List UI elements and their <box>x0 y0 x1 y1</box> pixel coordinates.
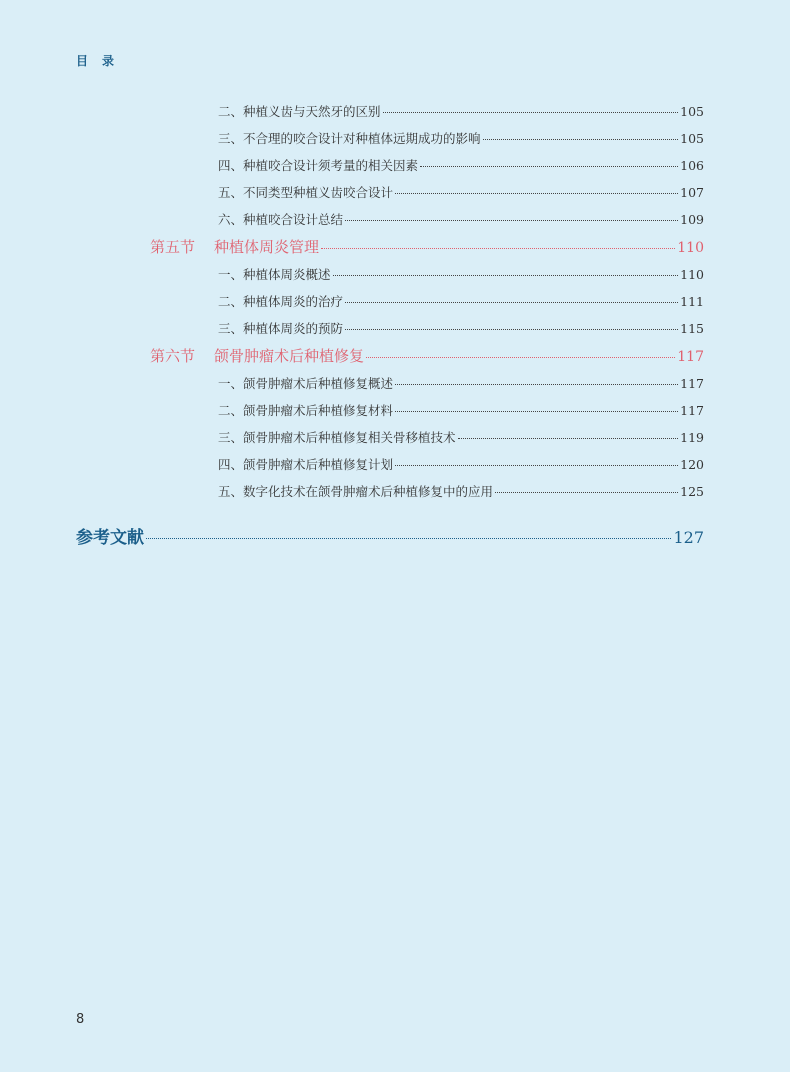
toc-entry[interactable] <box>218 482 704 500</box>
toc-leader-dots <box>483 139 679 140</box>
toc-entry[interactable] <box>218 265 704 283</box>
toc-entry[interactable] <box>218 183 704 201</box>
toc-entry-label: 一、颌骨肿瘤术后种植修复概述 <box>218 376 394 391</box>
section-title: 颌骨肿瘤术后种植修复 <box>214 347 365 365</box>
toc-leader-dots <box>495 492 678 493</box>
toc-leader-dots <box>146 538 671 539</box>
toc-entry-label: 五、数字化技术在颌骨肿瘤术后种植修复中的应用 <box>218 484 494 499</box>
toc-leader-dots <box>333 275 679 276</box>
toc-entry-label: 一、种植体周炎概述 <box>218 267 331 282</box>
toc-entry[interactable] <box>218 455 704 473</box>
header-title-right: 录 <box>102 54 117 68</box>
toc-entry-label: 三、不合理的咬合设计对种植体远期成功的影响 <box>218 131 481 146</box>
toc-entry[interactable] <box>218 210 704 228</box>
toc-entry[interactable] <box>218 102 704 120</box>
toc-entry-page: 117 <box>680 376 704 391</box>
toc-leader-dots <box>321 248 675 249</box>
toc-leader-dots <box>395 193 678 194</box>
toc-leader-dots <box>345 329 678 330</box>
toc-leader-dots <box>420 166 678 167</box>
toc-leader-dots <box>345 220 678 221</box>
toc-section-6[interactable] <box>150 345 704 366</box>
toc-entry-page: 105 <box>680 131 704 146</box>
toc-entry[interactable] <box>218 428 704 446</box>
toc-leader-dots <box>395 465 678 466</box>
toc-entry-page: 110 <box>677 240 704 256</box>
toc-entry-label: 二、种植体周炎的治疗 <box>218 294 344 309</box>
toc-leader-dots <box>366 357 675 358</box>
toc-entry[interactable] <box>218 156 704 174</box>
toc-entry-page: 110 <box>680 267 704 282</box>
toc-entry[interactable] <box>218 319 704 337</box>
toc-entry-page: 106 <box>680 158 704 173</box>
toc-entry-page: 119 <box>680 430 704 445</box>
toc-entry-page: 111 <box>680 294 704 309</box>
toc-entry-label: 五、不同类型种植义齿咬合设计 <box>218 185 394 200</box>
toc-leader-dots <box>383 112 679 113</box>
toc-entry-label: 二、种植义齿与天然牙的区别 <box>218 104 381 119</box>
toc-entry-page: 120 <box>680 457 704 472</box>
toc-entry-label: 六、种植咬合设计总结 <box>218 212 344 227</box>
references-page: 127 <box>673 528 704 547</box>
toc-entry-label: 三、颌骨肿瘤术后种植修复相关骨移植技术 <box>218 430 456 445</box>
toc-entry-page: 109 <box>680 212 704 227</box>
section-number: 第五节 <box>150 238 196 256</box>
toc-leader-dots <box>395 411 678 412</box>
section-number: 第六节 <box>150 347 196 365</box>
toc-leader-dots <box>395 384 678 385</box>
toc-section-5[interactable] <box>150 236 704 257</box>
toc-entry[interactable] <box>218 401 704 419</box>
page-number: 8 <box>76 1012 85 1027</box>
toc-entry-label: 四、种植咬合设计须考量的相关因素 <box>218 158 419 173</box>
toc-entry[interactable] <box>218 374 704 392</box>
toc-entry-page: 105 <box>680 104 704 119</box>
header-title-left: 目 <box>76 54 91 68</box>
toc-entry-label: 四、颌骨肿瘤术后种植修复计划 <box>218 457 394 472</box>
toc-entry-page: 125 <box>680 484 704 499</box>
toc-entry-page: 117 <box>677 349 704 365</box>
toc-entry-page: 117 <box>680 403 704 418</box>
references-title: 参考文献 <box>76 528 144 548</box>
toc-leader-dots <box>458 438 679 439</box>
toc-entry-page: 115 <box>680 321 704 336</box>
toc-entry-page: 107 <box>680 185 704 200</box>
page-header <box>76 52 116 69</box>
toc-entry-label: 二、颌骨肿瘤术后种植修复材料 <box>218 403 394 418</box>
section-title: 种植体周炎管理 <box>214 238 320 256</box>
toc-entry[interactable] <box>218 292 704 310</box>
toc-leader-dots <box>345 302 678 303</box>
toc-references[interactable] <box>76 523 704 548</box>
toc-entry[interactable] <box>218 129 704 147</box>
toc-entry-label: 三、种植体周炎的预防 <box>218 321 344 336</box>
